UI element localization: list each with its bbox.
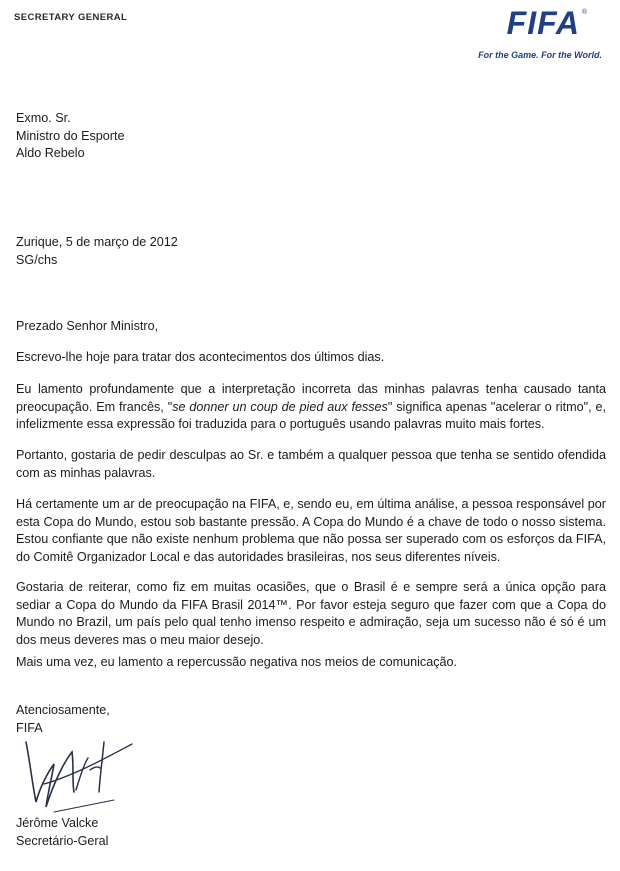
dateline [16,234,178,269]
paragraph-5: Gostaria de reiterar, como fiz em muitas ocasiões, que o Brasil é e sempre será a única opção para sediar a Copa do Mundo da FIFA Brasil 2014™. Por favor esteja seguro que fazer com que a Copa do Mundo no Brazil, um país pelo qual tenho imenso respeito e admiração, seja um sucesso não é só é um dos meus deveres mas o meu maior desejo. [16,580,606,647]
paragraph-3: Portanto, gostaria de pedir desculpas ao Sr. e também a qualquer pessoa que tenha se sentido ofendida com as minhas palavras. [16,448,606,480]
signer-block [16,815,108,850]
letter-reference: SG/chs [16,252,58,267]
salutation: Prezado Senhor Ministro, [16,319,159,333]
fifa-tagline: For the Game. For the World. [478,50,602,60]
closing-phrase: Atenciosamente, [16,703,110,717]
paragraph-2 [16,381,606,434]
paragraph-2-end: " significa apenas "acelerar o ritmo", e, infelizmente essa expressão foi traduzida para o português usando palavras muito mais fortes. [16,399,606,431]
recipient-line-2: Ministro do Esporte [16,128,125,143]
french-expression: se donner un coup de pied aux fesses [172,399,388,414]
letter-date: Zurique, 5 de março de 2012 [16,235,178,249]
paragraph-4: Há certamente um ar de preocupação na FIFA, e, sendo eu, em última análise, a pessoa responsável por esta Copa do Mundo, estou sob bastante pressão. A Copa do Mundo é a chave de todo o nosso sistema. Estou confiante que não existe nenhum problema que não possa ser superado com os esforços da FIFA, do Comitê Organizador Local e das autoridades brasileiras, nos seus diferentes níveis. [16,497,606,564]
paragraph-2-start: Eu lamento profundamente que a interpretação incorreta das minhas palavras tenha causado tanta preocupação. Em francês, " [16,382,606,414]
fifa-logo: FIFA [506,5,580,41]
letterhead-department: SECRETARY GENERAL [14,12,128,23]
signer-title: Secretário-Geral [16,833,109,848]
paragraph-1: Escrevo-lhe hoje para tratar dos acontecimentos dos últimos dias. [16,350,385,364]
handwritten-signature [14,722,144,817]
recipient-line-3: Aldo Rebelo [16,146,85,160]
signer-name: Jérôme Valcke [16,816,99,830]
registered-mark: ® [581,9,587,16]
recipient-line-1: Exmo. Sr. [16,111,71,125]
paragraph-6: Mais uma vez, eu lamento a repercussão negativa nos meios de comunicação. [16,655,458,669]
recipient-address [16,110,125,163]
closing-org: FIFA [16,720,43,735]
